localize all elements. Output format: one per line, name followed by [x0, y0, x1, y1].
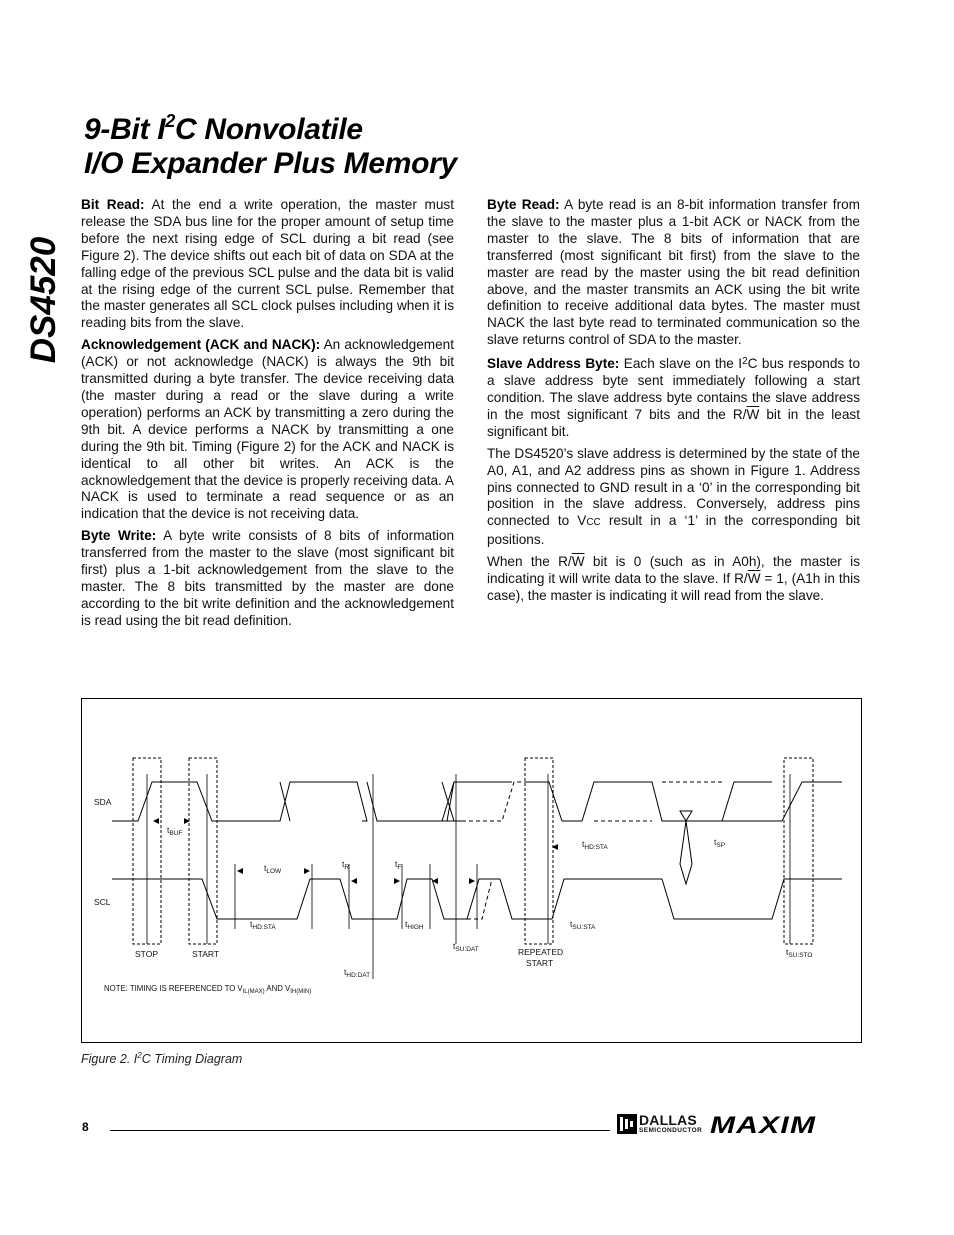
repeated-label-2: START: [526, 958, 554, 968]
dallas-logo-icon: [617, 1114, 637, 1134]
left-column: [81, 197, 454, 635]
semiconductor-wordmark: SEMICONDUCTOR: [639, 1127, 703, 1134]
ack-paragraph: Acknowledgement (ACK and NACK): An acknowledgement (ACK) or not acknowledge (NACK) is always the 9th bit transmitted during a byte transfer. The device receiving data (the master during a read or the slave during a write operation) performs an ACK by transmitting a zero during the 9th bit. A device performs a NACK by transmitting a one during the 9th bit. Timing (Figure 2) for the ACK and NACK is identical to all other bit writes. An ACK is the acknowledgement that the device is properly receiving data. A NACK is used to terminate a read sequence or as an indication that the device is not receiving data.: [81, 337, 455, 522]
figure-caption: Figure 2. $I^2C$ Timing Diagram: [81, 1051, 243, 1066]
tr-label: $t_R$: [342, 859, 350, 871]
thigh-label: $t_{HIGH}$: [405, 919, 424, 931]
tsusto-label: $t_{SU:STO}$: [786, 947, 813, 959]
start-box: [189, 758, 217, 944]
stop2-box: [784, 758, 813, 944]
tsp-spike: [680, 811, 692, 884]
sda-label: SDA: [94, 797, 112, 807]
start-label: START: [192, 949, 220, 959]
repeated-label-1: REPEATED: [518, 947, 564, 957]
tbuf-label: $t_{BUF}$: [167, 825, 183, 837]
byte-read-paragraph: Byte Read: A byte read is an 8-bit information transfer from the slave to the master plus a 1-bit ACK or NACK from the master to the slave. The 8 bits of information that are transferred (most significant bit first) from the slave to the master are read by the master using the bit read definition above, and the master transmits an ACK using the bit write definition to receive additional data bytes. The master must NACK the last byte read to terminated communication so the slave returns control of SDA to the master.: [487, 197, 860, 348]
tsp-label: $t_{SP}$: [714, 837, 726, 849]
right-column: [487, 197, 860, 610]
thdsta-label: $t_{HD:STA}$: [250, 919, 276, 931]
tf-label: $t_F$: [395, 859, 402, 871]
stop-label: STOP: [135, 949, 158, 959]
bit-read-paragraph: Bit Read: At the end a write operation, the master must release the SDA bus line for the proper amount of setup time before the next rising edge of SCL during a bit read (see Figure 2). The device shifts out each bit of data on SDA at the falling edge of the previous SCL pulse and the data bit is valid at the rising edge of the current SCL pulse. Remember that the master generates all SCL clock pulses including when it is reading bits from the slave.: [81, 197, 454, 331]
timing-diagram: [81, 698, 862, 1043]
tsusta-label: $t_{SU:STA}$: [570, 919, 596, 931]
footer-rule: [110, 1130, 610, 1131]
dallas-wordmark: DALLAS: [639, 1112, 697, 1128]
sda-waveform: [112, 782, 842, 821]
side-part-number: DS4520: [24, 236, 63, 364]
repeated-start-box: [525, 758, 553, 944]
timing-diagram-svg: [82, 699, 861, 1042]
thdsta2-label: $t_{HD:STA}$: [582, 839, 608, 851]
slave-address-paragraph: Slave Address Byte: Each slave on the $I^2C$ bus responds to a slave address byte sent immediately following a start condition. The slave address byte contains the slave address in the most significant 7 bits and the $R/\overline{W}$ bit in the least significant bit.: [487, 356, 861, 439]
page-title: 9-Bit $I^2C$ Nonvolatile I/O Expander Plus Memory: [84, 111, 457, 180]
page-number: 8: [82, 1120, 89, 1134]
rw-bit-paragraph: When the $R/\overline{W}$ bit is 0 (such as in A0h), the master is indicating it will write data to the slave. If $R/\overline{W} = 1$, (A1h in this case), the master is indicating it will read from the slave.: [487, 554, 860, 603]
tsudat-label: $t_{SU:DAT}$: [453, 941, 479, 953]
thddat-label: $t_{HD:DAT}$: [344, 967, 371, 979]
scl-label: SCL: [94, 897, 111, 907]
scl-dashed: [467, 879, 500, 919]
tlow-label: $t_{LOW}$: [264, 863, 282, 875]
byte-write-paragraph: Byte Write: A byte write consists of 8 bits of information transferred from the master to the slave (most significant bit first) plus a 1-bit acknowledgement from the slave to the master. The 8 bits transmitted by the master are done according to the bit write definition and the acknowledgement is read using the bit read definition.: [81, 528, 454, 628]
address-pins-paragraph: The DS4520’s slave address is determined by the state of the A0, A1, and A2 address pins as shown in Figure 1. Address pins connected to GND result in a ‘0’ in the corresponding bit position in the slave address. Conversely, address pins connected to VCC result in a ‘1’ in the corresponding bit positions.: [487, 445, 860, 548]
dallas-logo: [617, 1112, 703, 1139]
timing-note: NOTE: TIMING IS REFERENCED TO $V_{IL(MAX)}$ AND $V_{IH(MIN)}$: [104, 984, 312, 995]
arrow-markers: [153, 818, 558, 884]
maxim-logo: MAXIM: [710, 1112, 817, 1139]
